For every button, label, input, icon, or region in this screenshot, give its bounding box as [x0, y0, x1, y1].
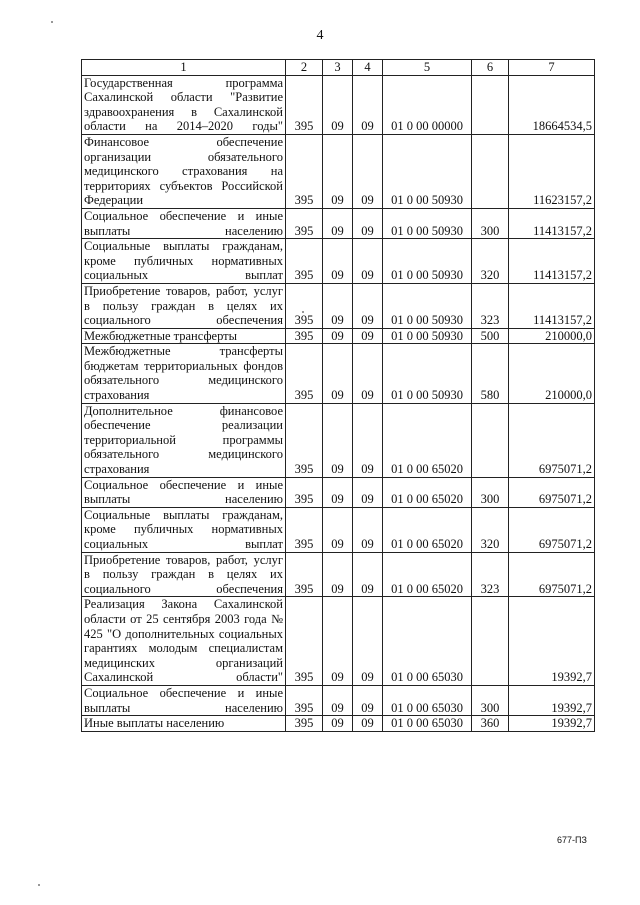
row-code-expense-type: 300 — [472, 685, 509, 715]
row-code-section: 09 — [323, 685, 353, 715]
row-code-grbs: 395 — [286, 239, 323, 284]
row-code-section: 09 — [323, 403, 353, 477]
row-code-section: 09 — [323, 477, 353, 507]
row-amount: 11413157,2 — [509, 283, 595, 328]
header-cell: 5 — [383, 60, 472, 76]
row-code-expense-type: 360 — [472, 716, 509, 732]
table-header-row — [82, 60, 595, 76]
row-name: Дополнительное финансовое обеспечение реализации территориальной программы обязательного медицинского страхования — [82, 403, 286, 477]
row-amount: 11413157,2 — [509, 239, 595, 284]
row-code-subsection: 09 — [353, 134, 383, 208]
scan-speck — [38, 884, 40, 886]
row-code-target: 01 0 00 50930 — [383, 328, 472, 344]
row-code-target: 01 0 00 50930 — [383, 134, 472, 208]
row-code-expense-type: 500 — [472, 328, 509, 344]
row-code-subsection: 09 — [353, 716, 383, 732]
row-amount: 19392,7 — [509, 685, 595, 715]
row-amount: 6975071,2 — [509, 403, 595, 477]
row-code-target: 01 0 00 50930 — [383, 283, 472, 328]
row-code-section: 09 — [323, 283, 353, 328]
row-code-section: 09 — [323, 344, 353, 403]
row-name: Межбюджетные трансферты бюджетам территориальных фондов обязательного медицинского страхования — [82, 344, 286, 403]
row-name: Социальное обеспечение и иные выплаты населению — [82, 208, 286, 238]
row-code-target: 01 0 00 65030 — [383, 685, 472, 715]
row-name: Приобретение товаров, работ, услуг в пользу граждан в целях их социального обеспечения — [82, 552, 286, 597]
row-code-subsection: 09 — [353, 403, 383, 477]
header-cell: 3 — [323, 60, 353, 76]
row-name: Реализация Закона Сахалинской области от 25 сентября 2003 года № 425 "О дополнительных социальных гарантиях молодым специалистам медицинских организаций Сахалинской области" — [82, 597, 286, 686]
scan-speck — [51, 21, 53, 23]
row-amount: 11623157,2 — [509, 134, 595, 208]
table-row — [82, 134, 595, 208]
table-row — [82, 283, 595, 328]
row-code-target: 01 0 00 65020 — [383, 477, 472, 507]
row-code-subsection: 09 — [353, 208, 383, 238]
row-code-section: 09 — [323, 328, 353, 344]
page-number: 4 — [316, 28, 324, 43]
row-code-grbs: 395 — [286, 507, 323, 552]
row-code-target: 01 0 00 65030 — [383, 716, 472, 732]
row-code-expense-type: 580 — [472, 344, 509, 403]
scan-speck — [302, 311, 304, 313]
row-code-grbs: 395 — [286, 134, 323, 208]
row-code-expense-type — [472, 75, 509, 134]
header-cell: 4 — [353, 60, 383, 76]
row-name: Государственная программа Сахалинской области "Развитие здравоохранения в Сахалинской области на 2014–2020 годы" — [82, 75, 286, 134]
row-amount: 19392,7 — [509, 716, 595, 732]
row-amount: 6975071,2 — [509, 507, 595, 552]
row-code-subsection: 09 — [353, 328, 383, 344]
row-code-grbs: 395 — [286, 75, 323, 134]
row-code-subsection: 09 — [353, 239, 383, 284]
row-amount: 11413157,2 — [509, 208, 595, 238]
row-code-grbs: 395 — [286, 685, 323, 715]
header-cell: 7 — [509, 60, 595, 76]
row-code-section: 09 — [323, 208, 353, 238]
row-amount: 210000,0 — [509, 328, 595, 344]
row-code-section: 09 — [323, 552, 353, 597]
row-code-grbs: 395 — [286, 344, 323, 403]
row-code-subsection: 09 — [353, 597, 383, 686]
row-code-subsection: 09 — [353, 344, 383, 403]
row-amount: 6975071,2 — [509, 477, 595, 507]
row-code-section: 09 — [323, 134, 353, 208]
row-code-expense-type: 323 — [472, 552, 509, 597]
row-code-expense-type: 323 — [472, 283, 509, 328]
row-code-target: 01 0 00 50930 — [383, 344, 472, 403]
row-code-expense-type: 300 — [472, 477, 509, 507]
row-code-target: 01 0 00 65020 — [383, 507, 472, 552]
row-code-expense-type: 320 — [472, 507, 509, 552]
row-code-expense-type — [472, 597, 509, 686]
row-amount: 18664534,5 — [509, 75, 595, 134]
row-code-subsection: 09 — [353, 75, 383, 134]
header-cell: 6 — [472, 60, 509, 76]
row-amount: 210000,0 — [509, 344, 595, 403]
row-name: Иные выплаты населению — [82, 716, 286, 732]
row-amount: 19392,7 — [509, 597, 595, 686]
row-code-expense-type: 300 — [472, 208, 509, 238]
row-code-target: 01 0 00 50930 — [383, 208, 472, 238]
row-code-expense-type: 320 — [472, 239, 509, 284]
table-row — [82, 507, 595, 552]
row-code-grbs: 395 — [286, 283, 323, 328]
row-code-grbs: 395 — [286, 403, 323, 477]
table-row — [82, 477, 595, 507]
table-row — [82, 716, 595, 732]
table-row — [82, 552, 595, 597]
row-code-target: 01 0 00 65020 — [383, 552, 472, 597]
row-code-expense-type — [472, 134, 509, 208]
row-name: Финансовое обеспечение организации обязательного медицинского страхования на территориях субъектов Российской Федерации — [82, 134, 286, 208]
budget-table — [81, 59, 595, 732]
row-code-subsection: 09 — [353, 552, 383, 597]
row-code-subsection: 09 — [353, 283, 383, 328]
row-name: Социальное обеспечение и иные выплаты населению — [82, 685, 286, 715]
table-row — [82, 75, 595, 134]
row-code-subsection: 09 — [353, 685, 383, 715]
row-name: Социальные выплаты гражданам, кроме публичных нормативных социальных выплат — [82, 239, 286, 284]
row-code-target: 01 0 00 65030 — [383, 597, 472, 686]
row-code-grbs: 395 — [286, 597, 323, 686]
row-code-section: 09 — [323, 716, 353, 732]
row-code-grbs: 395 — [286, 716, 323, 732]
header-cell: 1 — [82, 60, 286, 76]
row-code-grbs: 395 — [286, 328, 323, 344]
row-code-expense-type — [472, 403, 509, 477]
row-code-section: 09 — [323, 239, 353, 284]
table-row — [82, 685, 595, 715]
table-row — [82, 328, 595, 344]
header-cell: 2 — [286, 60, 323, 76]
row-code-subsection: 09 — [353, 507, 383, 552]
table-row — [82, 344, 595, 403]
table-row — [82, 208, 595, 238]
row-name: Социальное обеспечение и иные выплаты населению — [82, 477, 286, 507]
row-name: Приобретение товаров, работ, услуг в пользу граждан в целях их социального обеспечения — [82, 283, 286, 328]
row-name: Межбюджетные трансферты — [82, 328, 286, 344]
row-amount: 6975071,2 — [509, 552, 595, 597]
row-code-grbs: 395 — [286, 208, 323, 238]
row-code-grbs: 395 — [286, 477, 323, 507]
row-code-target: 01 0 00 50930 — [383, 239, 472, 284]
document-code: 677-ПЗ — [557, 835, 587, 845]
row-code-subsection: 09 — [353, 477, 383, 507]
row-name: Социальные выплаты гражданам, кроме публичных нормативных социальных выплат — [82, 507, 286, 552]
table-row — [82, 597, 595, 686]
table-row — [82, 239, 595, 284]
table-row — [82, 403, 595, 477]
row-code-target: 01 0 00 65020 — [383, 403, 472, 477]
row-code-grbs: 395 — [286, 552, 323, 597]
row-code-section: 09 — [323, 75, 353, 134]
row-code-section: 09 — [323, 597, 353, 686]
row-code-target: 01 0 00 00000 — [383, 75, 472, 134]
row-code-section: 09 — [323, 507, 353, 552]
